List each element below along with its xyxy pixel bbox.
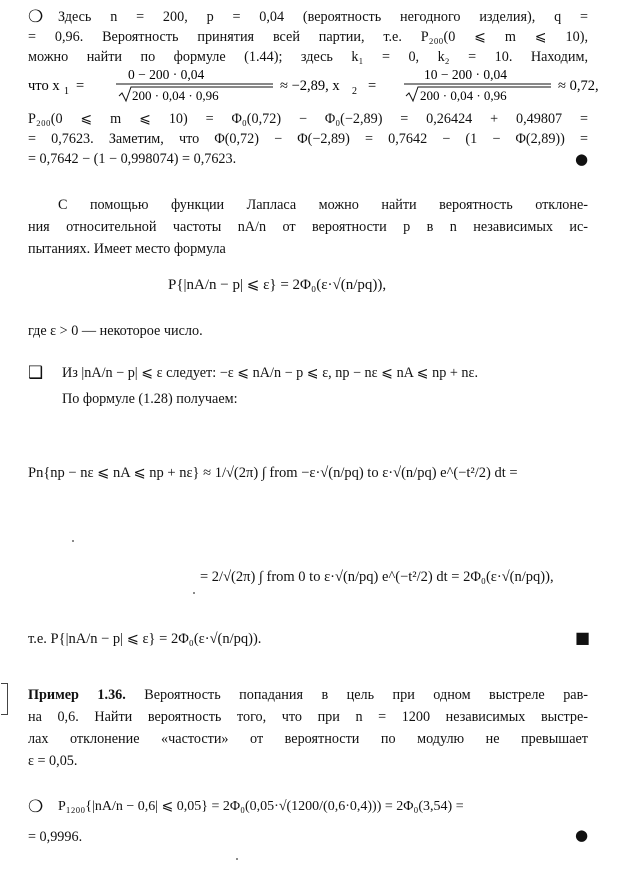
section1-line-6: [28, 130, 588, 148]
example-text: ε = 0,05.: [28, 753, 78, 769]
solution-line-1: [58, 798, 464, 816]
formula-text: т.е. P{|nA/n − p| ⩽ ε} = 2Φ₀(ε·√(n/pq)).: [28, 631, 262, 647]
example-line-4: [28, 752, 588, 770]
example-text: на 0,6. Найти вероятность того, что при n = 1200 независимых выстре-: [28, 709, 588, 725]
svg-text:2: 2: [352, 86, 357, 97]
section2-text: пытаниях. Имеет место формула: [28, 241, 226, 257]
open-circle-bullet: ❍: [28, 797, 44, 817]
proof-text: По формуле (1.28) получаем:: [62, 391, 238, 407]
section2-line-3: [28, 240, 588, 258]
section1-line-1: [58, 8, 588, 26]
formula-text: P{|nA/n − p| ⩽ ε} = 2Φ₀(ε·√(n/pq)),: [168, 277, 387, 293]
end-of-proof-mark: ■: [575, 628, 591, 647]
example-text: лах отклонение «частости» от вероятности по модулю не превышает: [28, 731, 588, 747]
proof-conclusion: [28, 630, 261, 648]
section1-line-3: [28, 48, 588, 66]
proof-line-2: [62, 390, 588, 408]
section1-text: Здесь n = 200, p = 0,04 (вероятность негодного изделия), q =: [58, 9, 588, 25]
section2-text: ния относительной частоты nA/n от вероятности p в n независимых ис-: [28, 219, 588, 235]
end-of-solution-mark: ●: [575, 150, 589, 168]
formula-text: Pn{np − nε ⩽ nA ⩽ np + nε} ≈ 1/√(2π) ∫ from −ε·√(n/pq) to ε·√(n/pq) e^(−t²/2) dt =: [28, 465, 518, 481]
solution-line-2: [28, 828, 588, 846]
open-circle-bullet: ❍: [28, 7, 44, 27]
section1-line-7: [28, 150, 588, 168]
formula-text: P₁₂₀₀{|nA/n − 0,6| ⩽ 0,05} = 2Φ₀(0,05·√(1200/(0,6·0,4))) = 2Φ₀(3,54) =: [58, 799, 464, 814]
svg-text:200 · 0,04 · 0,96: 200 · 0,04 · 0,96: [420, 88, 507, 103]
svg-text:10 − 200 · 0,04: 10 − 200 · 0,04: [424, 67, 507, 82]
svg-text:=: =: [76, 78, 85, 94]
open-square-bullet: ❑: [28, 363, 44, 383]
section2-after-formula: [28, 322, 588, 340]
section1-line-2: [28, 28, 588, 46]
svg-text:200 · 0,04 · 0,96: 200 · 0,04 · 0,96: [132, 88, 219, 103]
section2-line-2: [28, 218, 588, 236]
margin-bracket: [1, 683, 8, 715]
svg-text:≈ 0,72,: ≈ 0,72,: [558, 78, 599, 94]
section1-fraction-formula: [28, 66, 599, 106]
svg-text:=: =: [368, 78, 377, 94]
proof-line-1: [62, 364, 588, 382]
example-line-3: [28, 730, 588, 748]
solution-text: = 0,9996.: [28, 829, 83, 845]
proof-integral-formula-2: [200, 568, 554, 586]
scan-speck: [193, 592, 195, 594]
svg-text:≈ −2,89, x: ≈ −2,89, x: [280, 78, 340, 94]
scan-speck: [236, 858, 238, 860]
svg-text:что x: что x: [28, 78, 60, 94]
section2-line-1: [58, 196, 588, 214]
proof-text: Из |nA/n − p| ⩽ ε следует: −ε ⩽ nA/n − p ⩽ ε, np − nε ⩽ nA ⩽ np + nε.: [62, 365, 478, 381]
svg-text:0 − 200 · 0,04: 0 − 200 · 0,04: [128, 67, 205, 82]
proof-integral-formula-1: [28, 464, 518, 482]
example-line-2: [28, 708, 588, 726]
formula-text: = 2/√(2π) ∫ from 0 to ε·√(n/pq) e^(−t²/2) dt = 2Φ₀(ε·√(n/pq)),: [200, 569, 554, 585]
example-text: Вероятность попадания в цель при одном выстреле рав-: [144, 687, 589, 703]
laplace-deviation-formula: [168, 276, 386, 294]
example-line-1: [28, 686, 588, 704]
example-title: Пример 1.36.: [28, 687, 126, 703]
section1-line-5: [28, 110, 588, 128]
section1-text: P₂₀₀(0 ⩽ m ⩽ 10) = Φ₀(0,72) − Φ₀(−2,89) = 0,26424 + 0,49807 =: [28, 111, 588, 127]
section2-text: С помощью функции Лапласа можно найти вероятность отклоне-: [58, 197, 588, 213]
svg-text:1: 1: [64, 86, 69, 97]
section1-text: можно найти по формуле (1.44); здесь k₁ = 0, k₂ = 10. Находим,: [28, 49, 588, 65]
section2-text: где ε > 0 — некоторое число.: [28, 323, 203, 339]
section1-text: = 0,96. Вероятность принятия всей партии, т.е. P₂₀₀(0 ⩽ m ⩽ 10),: [28, 29, 588, 45]
scan-speck: [72, 540, 74, 542]
section1-text: = 0,7642 − (1 − 0,998074) = 0,7623.: [28, 151, 237, 167]
end-of-solution-mark: ●: [575, 826, 589, 844]
section1-text: = 0,7623. Заметим, что Φ(0,72) − Φ(−2,89) = 0,7642 − (1 − Φ(2,89)) =: [28, 131, 588, 147]
